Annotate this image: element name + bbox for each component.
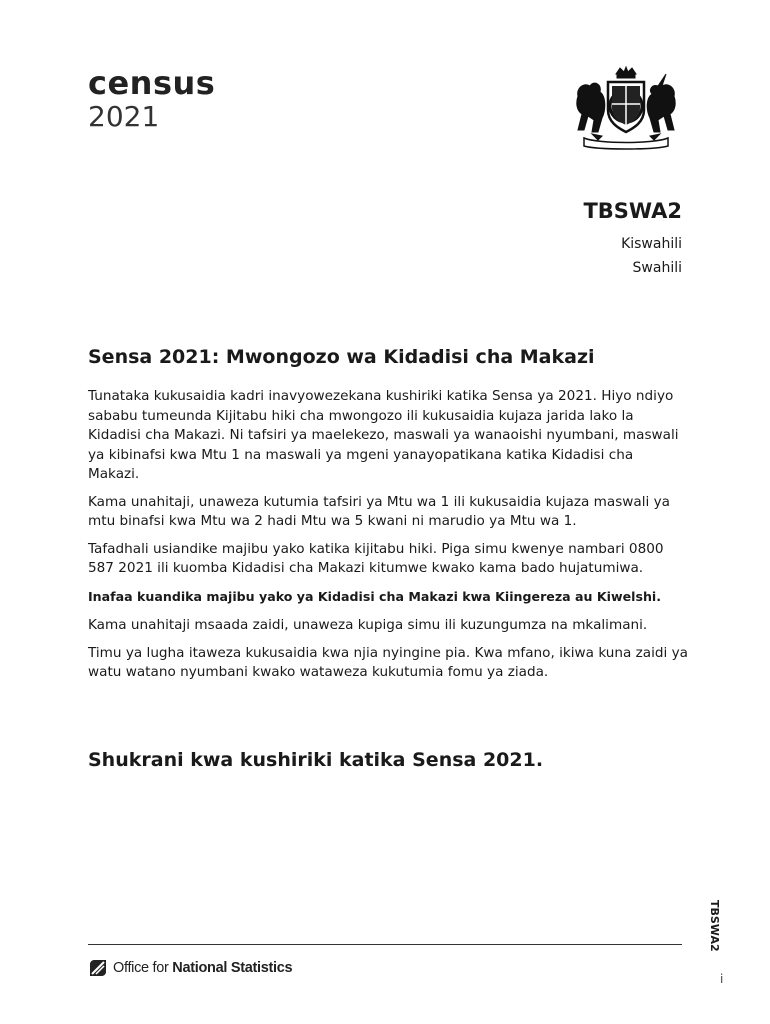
royal-coat-of-arms-icon — [568, 66, 684, 150]
footer-divider — [88, 944, 682, 945]
page-title: Sensa 2021: Mwongozo wa Kidadisi cha Makazi — [88, 346, 595, 368]
census-logo — [88, 66, 215, 132]
logo-word: census — [88, 64, 216, 102]
document-code: TBSWA2 — [583, 199, 682, 223]
ons-name-bold: National Statistics — [172, 960, 293, 976]
side-document-code: TBSWA2 — [708, 900, 721, 952]
ons-logo — [88, 958, 292, 978]
intro-paragraph: Tunataka kukusaidia kadri inavyowezekana kushiriki katika Sensa ya 2021. Hiyo ndiyo sababu tumeunda Kijitabu hiki cha mwongozo ili kukusaidia kujaza jarida lako la Kidadisi cha Makazi. Ni tafsiri ya maelekezo, maswali ya wanaoishi nyumbani, maswali ya kibinafsi kwa Mtu 1 na maswali ya mgeni yanayopatikana katika Kidadisi cha Makazi. — [88, 388, 679, 482]
ons-name-regular: Office for — [113, 960, 173, 976]
person-translation-paragraph: Kama unahitaji, unaweza kutumia tafsiri ya Mtu wa 1 ili kukusaidia kujaza maswali ya mtu binafsi kwa Mtu wa 2 hadi Mtu wa 5 kwani ni marudio ya Mtu wa 1. — [88, 493, 670, 529]
document-code-block — [583, 198, 682, 280]
extra-forms-paragraph: Timu ya lugha itaweza kukusaidia kwa njia nyingine pia. Kwa mfano, ikiwa kuna zaidi ya watu watano nyumbani kwako wataweza kukutumia fomu ya ziada. — [88, 644, 689, 680]
interpreter-paragraph: Kama unahitaji msaada zaidi, unaweza kupiga simu ili kuzungumza na mkalimani. — [88, 617, 648, 633]
language-native: Kiswahili — [621, 236, 682, 252]
logo-year: 2021 — [88, 100, 160, 133]
request-questionnaire-paragraph: Tafadhali usiandike majibu yako katika kijitabu hiki. Piga simu kwenye nambari 0800 587 2021 ili kuomba Kidadisi cha Makazi kitumwe kwako kama bado hujatumiwa. — [88, 540, 664, 576]
page-number: i — [720, 972, 724, 986]
main-content — [88, 344, 688, 691]
language-english: Swahili — [632, 260, 682, 276]
language-instruction: Inafaa kuandika majibu yako ya Kidadisi cha Makazi kwa Kiingereza au Kiwelshi. — [88, 588, 662, 604]
thanks-heading: Shukrani kwa kushiriki katika Sensa 2021. — [88, 749, 544, 771]
ons-logo-icon — [88, 958, 108, 978]
